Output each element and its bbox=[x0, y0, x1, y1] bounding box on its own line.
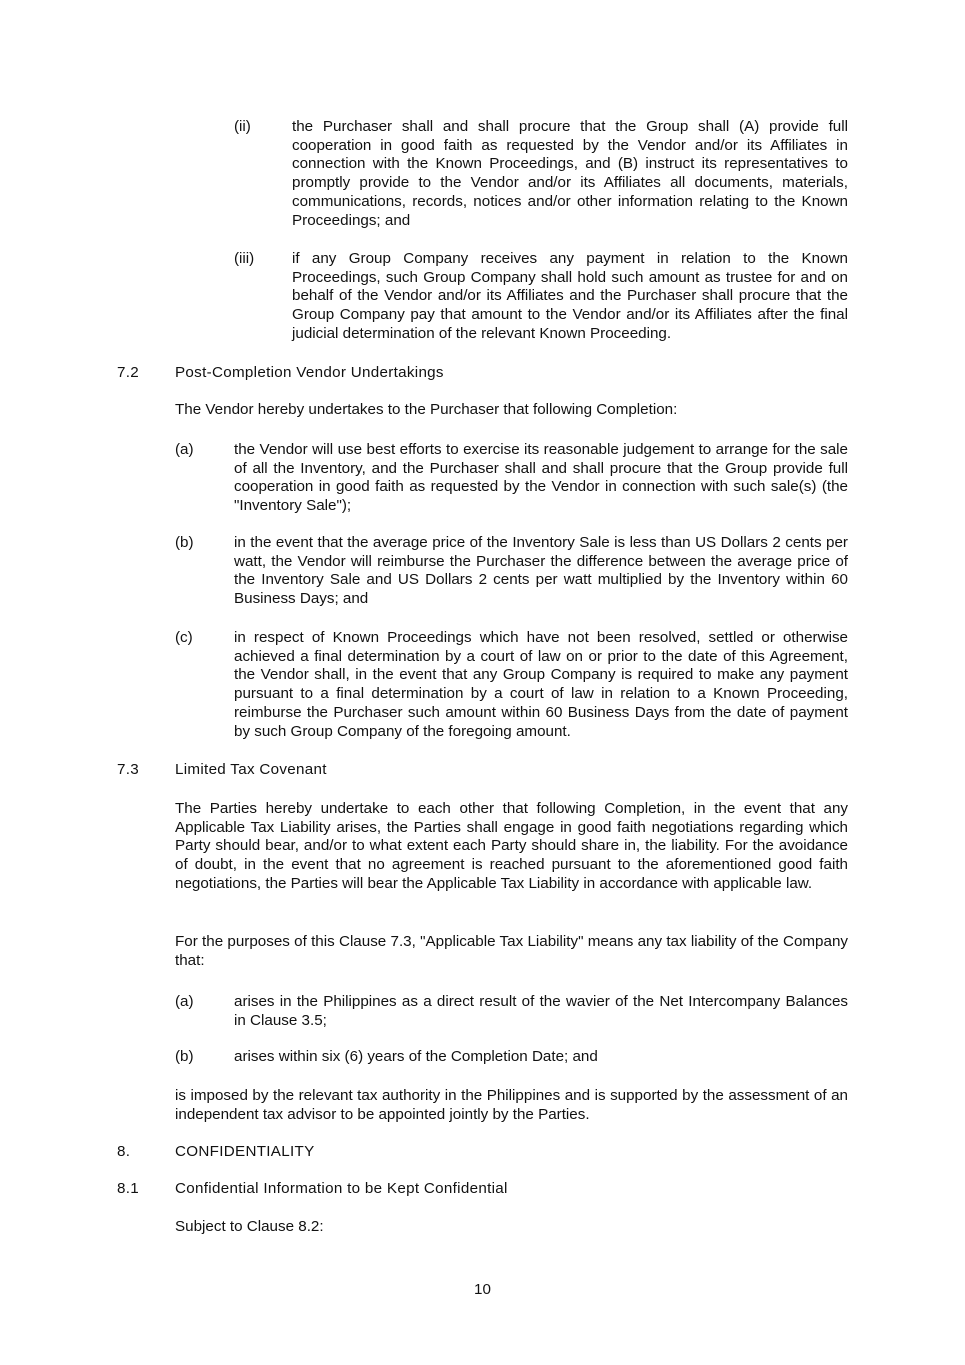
list-item-text: the Purchaser shall and shall procure that the Group shall (A) provide full cooperation in good faith as requested by the Vendor and/or its Affiliates in connection with the Known Proceedings, and (B) instruct its representatives to promptly provide to the Vendor and/or its Affiliates all documents, materials, communications, records, notices and/or other information relating to the Known Proceedings; and bbox=[292, 118, 848, 229]
list-marker: (b) bbox=[175, 1048, 194, 1065]
clause-paragraph: For the purposes of this Clause 7.3, "Applicable Tax Liability" means any tax liability of the Company that: bbox=[175, 933, 848, 969]
list-marker: (ii) bbox=[234, 118, 251, 135]
list-item-text: the Vendor will use best efforts to exercise its reasonable judgement to arrange for the sale of all the Inventory, and the Purchaser shall and shall procure that the Group provide full cooperation in good faith as requested by the Vendor in connection with such sale(s) (the "Inventory Sale"); bbox=[234, 441, 848, 515]
clause-heading: Post-Completion Vendor Undertakings bbox=[175, 364, 444, 381]
list-item-text: arises within six (6) years of the Completion Date; and bbox=[234, 1048, 598, 1065]
page-number: 10 bbox=[474, 1281, 491, 1298]
clause-heading: Confidential Information to be Kept Confidential bbox=[175, 1180, 508, 1197]
clause-number: 7.2 bbox=[117, 364, 140, 381]
list-item-text: arises in the Philippines as a direct result of the wavier of the Net Intercompany Balances in Clause 3.5; bbox=[234, 993, 848, 1029]
clause-intro: The Vendor hereby undertakes to the Purchaser that following Completion: bbox=[175, 401, 678, 418]
section-heading: CONFIDENTIALITY bbox=[175, 1143, 315, 1160]
list-marker: (a) bbox=[175, 993, 194, 1010]
clause-number: 8. bbox=[117, 1143, 131, 1160]
clause-number: 8.1 bbox=[117, 1180, 140, 1197]
clause-intro: Subject to Clause 8.2: bbox=[175, 1218, 324, 1235]
list-item-text: in the event that the average price of the Inventory Sale is less than US Dollars 2 cents per watt, the Vendor will reimburse the Purchaser the difference between the average price of the Inventory Sale and US Dollars 2 cents per watt multiplied by the Inventory within 60 Business Days; and bbox=[234, 534, 848, 608]
clause-heading: Limited Tax Covenant bbox=[175, 761, 327, 778]
clause-paragraph: is imposed by the relevant tax authority in the Philippines and is supported by the assessment of an independent tax advisor to be appointed jointly by the Parties. bbox=[175, 1087, 848, 1123]
list-item-text: if any Group Company receives any payment in relation to the Known Proceedings, such Group Company shall hold such amount as trustee for and on behalf of the Vendor and/or its Affiliates and the Purchaser shall procure that the Group Company pay that amount to the Vendor and/or its Affiliates after the final judicial determination of the relevant Known Proceeding. bbox=[292, 250, 848, 342]
list-marker: (a) bbox=[175, 441, 194, 458]
list-marker: (c) bbox=[175, 629, 193, 646]
list-item-text: in respect of Known Proceedings which have not been resolved, settled or otherwise achieved a final determination by a court of law on or prior to the date of this Agreement, the Vendor shall, in the event that any Group Company is required to make any payment pursuant to a final determination by a court of law in relation to a Known Proceeding, reimburse the Purchaser such amount within 60 Business Days from the date of payment by such Group Company of the foregoing amount. bbox=[234, 629, 848, 740]
list-marker: (b) bbox=[175, 534, 194, 551]
clause-paragraph: The Parties hereby undertake to each other that following Completion, in the event that any Applicable Tax Liability arises, the Parties shall engage in good faith negotiations regarding which Party should bear, and/or to what extent each Party should share in, the liability. For the avoidance of doubt, in the event that no agreement is reached pursuant to the aforementioned good faith negotiations, the Parties will bear the Applicable Tax Liability in accordance with applicable law. bbox=[175, 800, 848, 892]
clause-number: 7.3 bbox=[117, 761, 140, 778]
list-marker: (iii) bbox=[234, 250, 255, 267]
